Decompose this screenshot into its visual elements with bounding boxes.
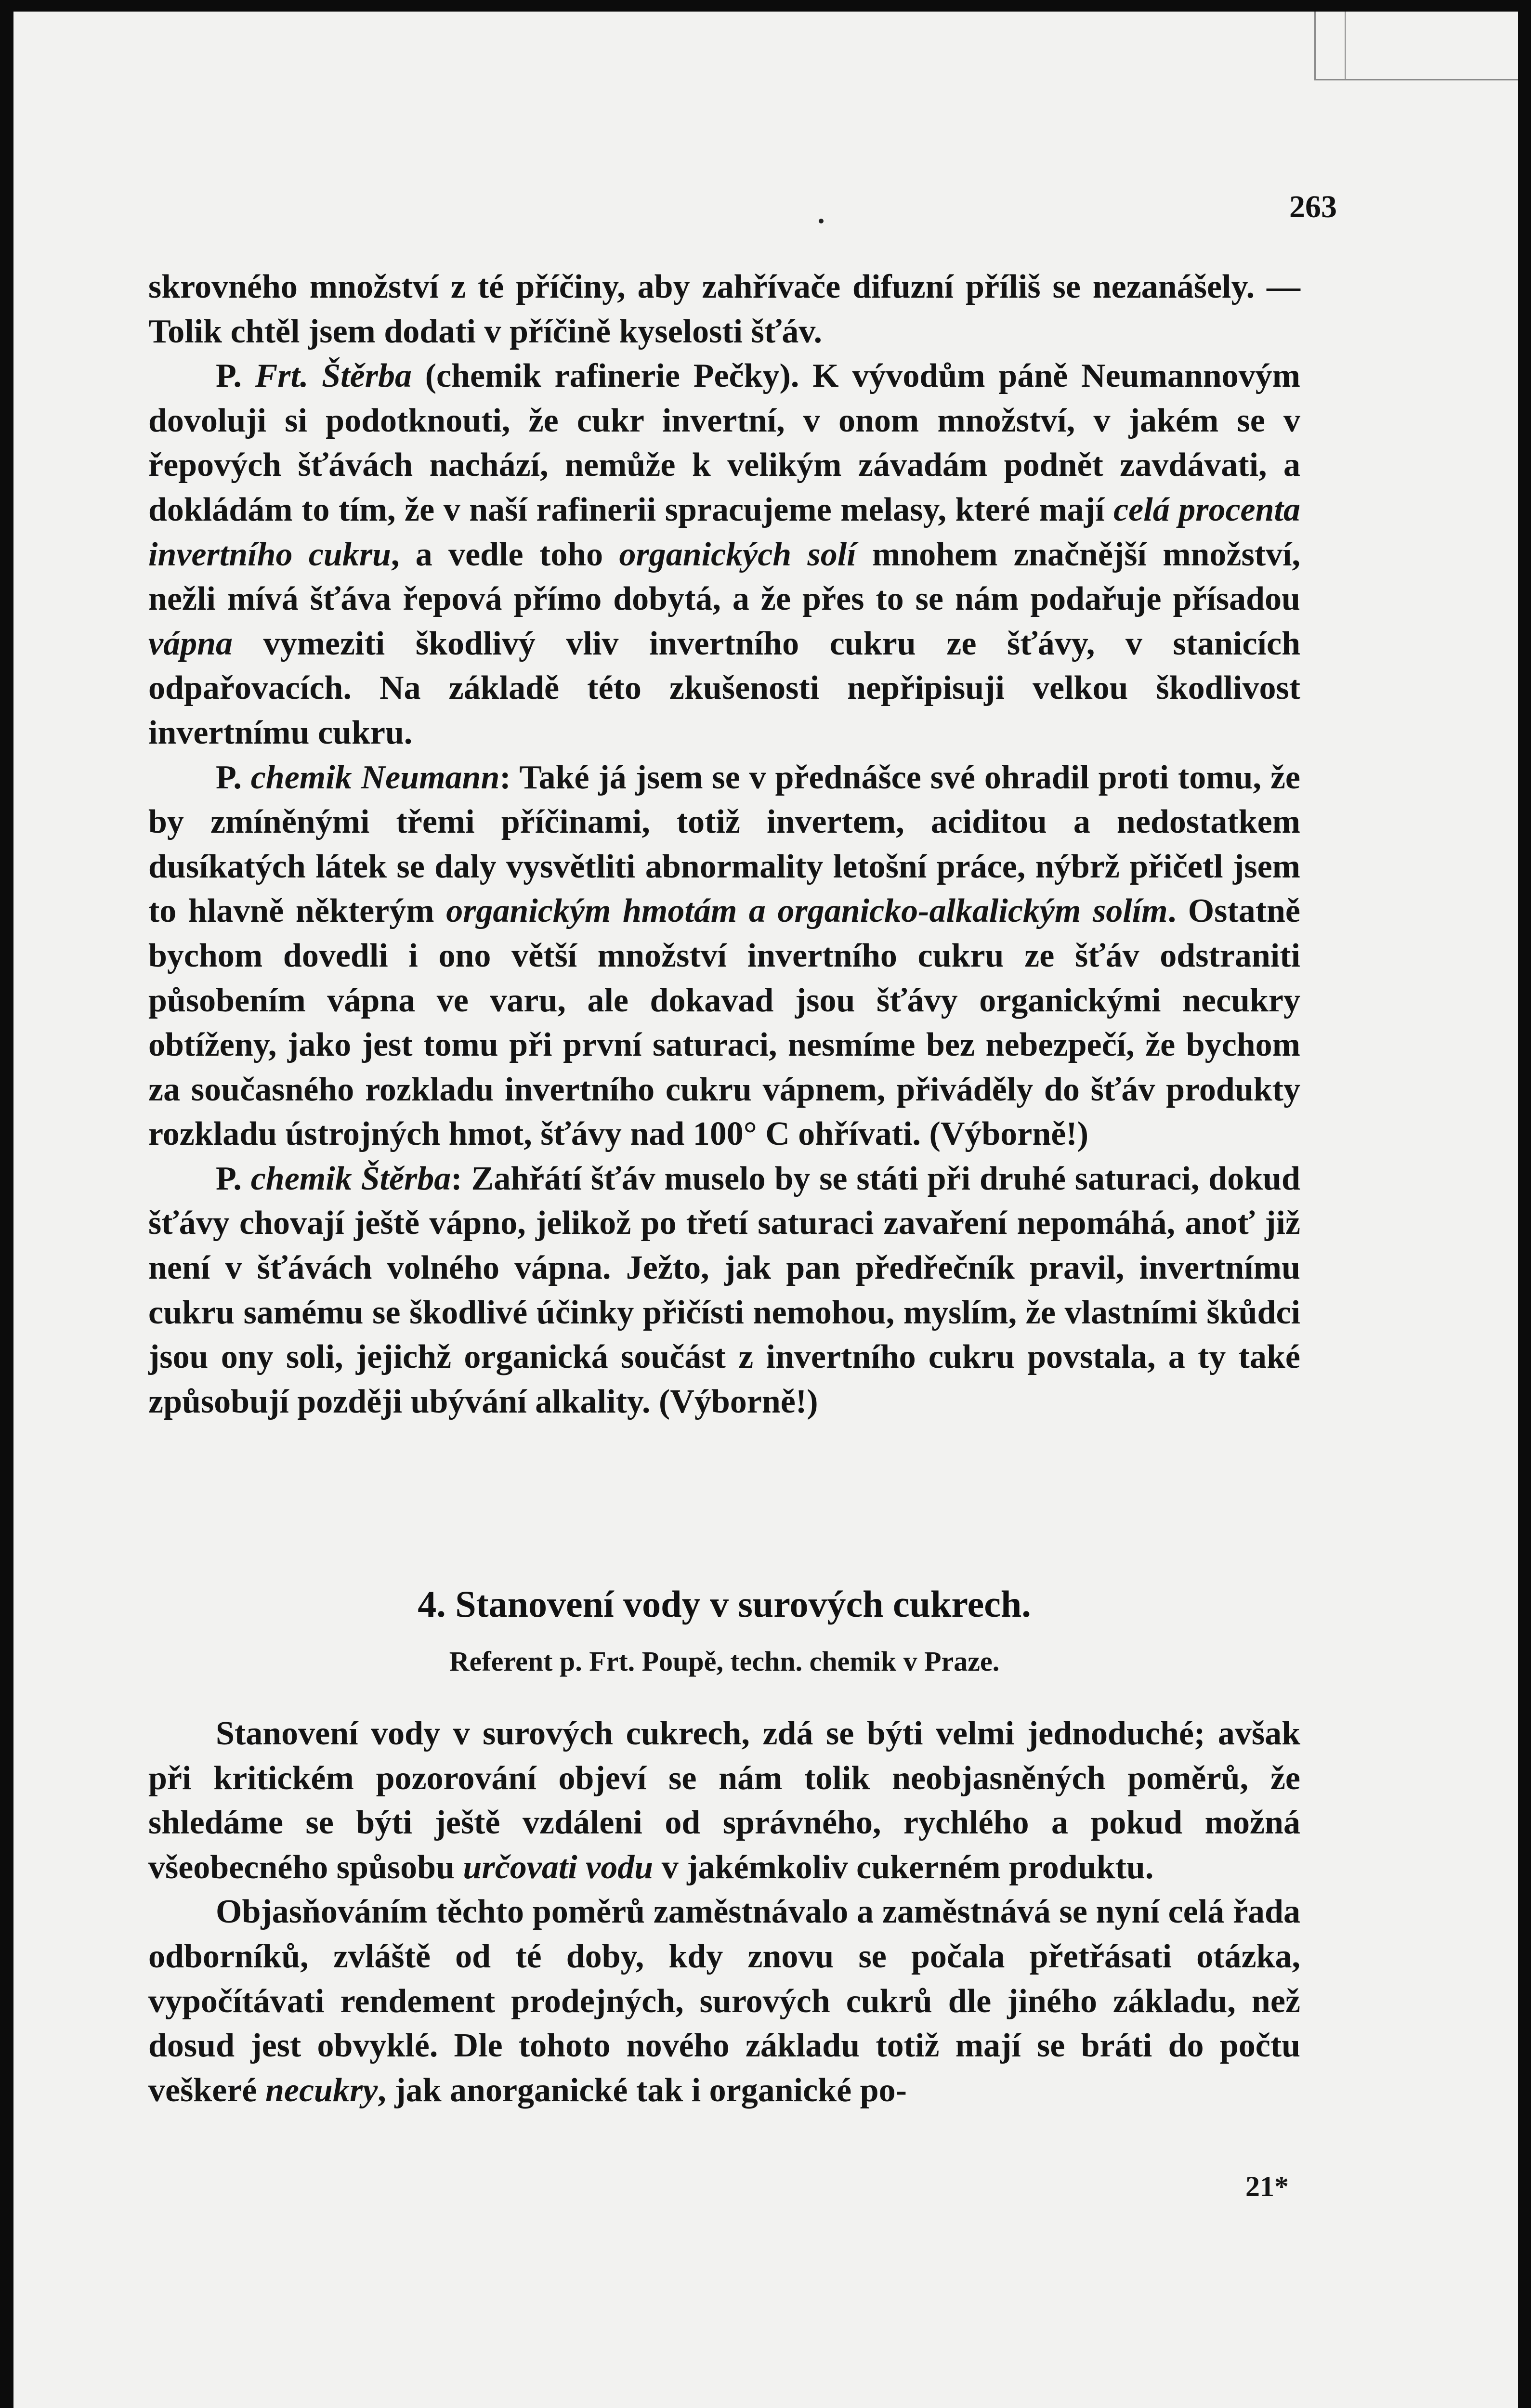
page-number: 263: [1289, 189, 1337, 224]
paragraph-text: Stanovení vody v surových cukrech, zdá se býti velmi jednoduché; avšak při kritickém pozorování objeví se nám tolik neobjasněných poměrů, že shledáme se býti ještě vzdáleni od správného, rychlého a pokud možná všeobecného spůsobu: [148, 1715, 1300, 1886]
emphasis-text: určovati vodu: [463, 1848, 654, 1886]
section-heading: 4. Stanovení vody v surových cukrech.: [418, 1583, 1031, 1625]
speaker-prefix: P.: [216, 1160, 251, 1197]
upper-text-block: [148, 265, 1300, 1424]
emphasis-text: organickým hmotám a organicko-alkalickým solím: [446, 892, 1168, 930]
speaker-name: Frt. Štěrba: [255, 357, 412, 395]
emphasis-text: celá procenta invertního cukru: [148, 491, 1300, 573]
paragraph-text: , a vedle toho: [391, 536, 619, 573]
paragraph-text: . Ostatně bychom dovedli i ono větší množství invertního cukru ze šťáv odstraniti působením vápna ve varu, ale dokavad jsou šťávy organickými necukry obtíženy, jako jest tomu při první saturaci, nesmíme bez nebezpečí, že bychom za současného rozkladu invertního cukru vápnem, přiváděly do šťáv produkty rozkladu ústrojných hmot, šťávy nad 100° C ohřívati. (Výborně!): [148, 892, 1301, 1153]
section-referent: Referent p. Frt. Poupě, techn. chemik v Praze.: [449, 1646, 1000, 1677]
paragraph-text: Objasňováním těchto poměrů zaměstnávalo a zaměstnává se nyní celá řada odborníků, zvláště od té doby, kdy znovu se počala přetřásati otázka, vypočítávati rendement prodejných, surových cukrů dle jiného základu, než dosud jest obvyklé. Dle tohoto nového základu totiž mají se bráti do počtu veškeré: [148, 1893, 1300, 2109]
scan-corner-mark: [1314, 12, 1518, 80]
paragraph-text: , jak anorganické tak i organické po-: [378, 2071, 907, 2109]
signature-mark: 21*: [1245, 2171, 1289, 2202]
speaker-name: chemik Neumann: [250, 759, 500, 796]
paragraph-sterba-1: [148, 354, 1300, 755]
paragraph-text: vymeziti škodlivý vliv invertního cukru ze šťávy, v stanicích odpařovacích. Na základě této zkušenosti nepřipisuji velkou škodlivost invertnímu cukru.: [148, 625, 1300, 751]
emphasis-text: organických solí: [619, 536, 856, 573]
emphasis-text: necukry: [265, 2071, 378, 2109]
emphasis-text: vápna: [148, 625, 233, 662]
speaker-name: chemik Štěrba: [250, 1160, 451, 1197]
paragraph-objasnovani: [148, 1890, 1300, 2113]
paragraph-text: (chemik rafinerie Pečky). K vývodům páně Neumannovým dovoluji si podotknouti, že cukr invertní, v onom množství, v jakém se v řepových šťávách nachází, nemůže k velikým závadám podnět zavdávati, a dokládám to tím, že v naší rafinerii spracujeme melasy, které mají: [148, 357, 1300, 528]
paragraph-neumann: [148, 756, 1300, 1157]
paragraph-text: mnohem značnější množství, nežli mívá šťáva řepová přímo dobytá, a že přes to se nám podařuje přísadou: [148, 536, 1300, 618]
lower-text-block: [148, 1712, 1300, 2113]
paragraph-stanoveni: [148, 1712, 1300, 1890]
paragraph-sterba-2: [148, 1157, 1300, 1425]
speaker-prefix: P.: [216, 759, 251, 796]
book-page: [13, 12, 1518, 2408]
paragraph-text: v jakémkoliv cukerném produktu.: [653, 1848, 1154, 1886]
paragraph-text: : Také já jsem se v přednášce své ohradil proti tomu, že by zmíněnými třemi příčinami, totiž invertem, aciditou a nedostatkem dusíkatých látek se daly vysvětliti abnormality letošní práce, nýbrž přičetl jsem to hlavně některým: [148, 759, 1301, 930]
speaker-prefix: P.: [216, 357, 255, 395]
ink-speck: [819, 219, 824, 223]
paragraph-text: : Zahřátí šťáv muselo by se státi při druhé saturaci, dokud šťávy chovají ještě vápno, jelikož po třetí saturaci zavaření nepomáhá, anoť již není v šťávách volného vápna. Ježto, jak pan předřečník pravil, invertnímu cukru samému se škodlivé účinky přičísti nemohou, myslím, že vlastními škůdci jsou ony soli, jejichž organická součást z invertního cukru povstala, a ty také způsobují později ubývání alkality. (Výborně!): [148, 1160, 1300, 1420]
paragraph-continuation: skrovného množství z té příčiny, aby zahřívače difuzní příliš se nezanášely. — Tolik chtěl jsem dodati v příčině kyselosti šťáv.: [148, 268, 1300, 350]
